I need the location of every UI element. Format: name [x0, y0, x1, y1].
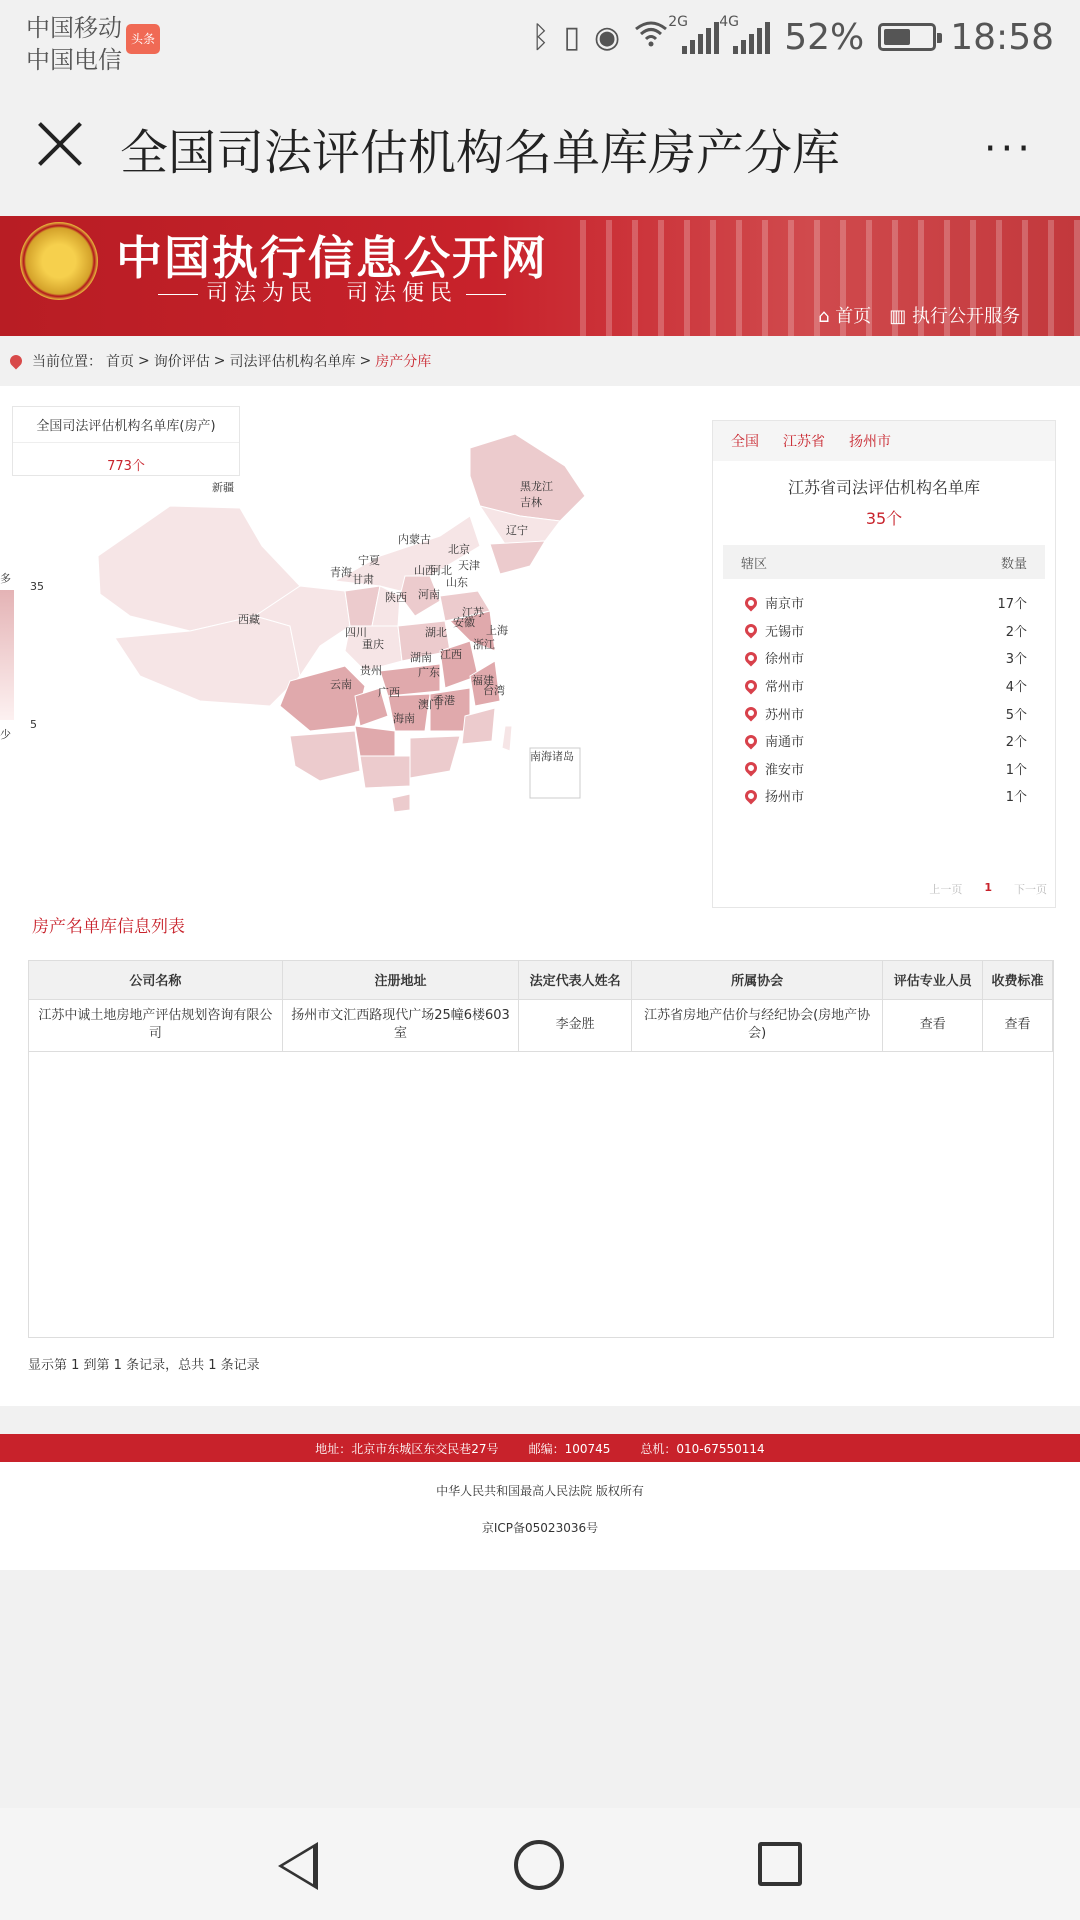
footer-address: 地址：北京市东城区东交民巷27号 [315, 1441, 499, 1456]
tab-city[interactable]: 扬州市 [849, 434, 891, 450]
th-company: 公司名称 [29, 961, 282, 999]
th-fee: 收费标准 [983, 961, 1053, 999]
panel-pager [929, 881, 1047, 897]
eye-icon: ◉ [594, 19, 621, 55]
title-bar [0, 78, 1080, 216]
map-region-label: 福建 [472, 674, 494, 687]
map-region-label: 青海 [330, 566, 352, 579]
footer-bar [0, 1434, 1080, 1462]
map-region-label: 贵州 [360, 664, 382, 677]
signal-2g-icon: 2G [682, 20, 719, 54]
province-panel [712, 420, 1056, 908]
map-region-label: 浙江 [473, 638, 495, 651]
map-region[interactable] [392, 794, 410, 812]
battery-icon [878, 23, 936, 51]
map-region-label: 山东 [446, 576, 468, 589]
city-count: 2个 [1005, 735, 1027, 751]
city-count: 1个 [1005, 762, 1027, 778]
city-count: 4个 [1005, 680, 1027, 696]
breadcrumb-home[interactable]: 首页 [106, 354, 134, 370]
clock: 18:58 [950, 16, 1054, 58]
map-region-label: 澳门 [418, 698, 440, 711]
location-pin-icon [743, 705, 760, 722]
map-region-label: 新疆 [212, 481, 234, 494]
col-area: 辖区 [741, 556, 768, 572]
site-title: 中国执行信息公开网 [116, 231, 548, 285]
view-fee-link[interactable]: 查看 [983, 999, 1053, 1051]
map-region-label: 天津 [458, 559, 480, 572]
wifi-icon [634, 19, 668, 55]
map-region-label: 江苏 [462, 606, 484, 619]
th-staff: 评估专业人员 [883, 961, 983, 999]
map-region-label: 江西 [440, 648, 462, 661]
map-region-label: 吉林 [520, 496, 542, 509]
map-region-label: 黑龙江 [520, 480, 553, 493]
nav-home-link[interactable]: ⌂ 首页 [818, 306, 872, 327]
city-name: 无锡市 [745, 621, 804, 640]
map-region-label: 甘肃 [352, 573, 374, 586]
breadcrumb [0, 336, 1080, 386]
city-count: 1个 [1005, 790, 1027, 806]
battery-percent: 52% [784, 16, 865, 58]
col-count: 数量 [1000, 556, 1027, 572]
vibrate-icon: ▯ [563, 19, 581, 55]
cell-legal-rep: 李金胜 [519, 999, 632, 1051]
record-count: 显示第 1 到第 1 条记录，总共 1 条记录 [28, 1358, 260, 1373]
map-region-label: 重庆 [362, 638, 384, 651]
bluetooth-icon: ᛒ [531, 19, 550, 55]
footer-copyright: 中华人民共和国最高人民法院 版权所有 [436, 1484, 644, 1498]
map-region-label: 北京 [448, 543, 470, 556]
legend-min: 5 [30, 718, 37, 731]
close-icon[interactable] [34, 118, 86, 170]
city-row[interactable] [723, 755, 1045, 783]
breadcrumb-sep: > [359, 353, 372, 369]
map-region-label: 湖南 [410, 651, 432, 664]
china-map-svg[interactable] [0, 426, 620, 826]
main-content [0, 386, 1080, 1406]
th-legal-rep: 法定代表人姓名 [519, 961, 632, 999]
map-region-label: 西藏 [238, 613, 260, 626]
map-region-label: 台湾 [483, 684, 505, 697]
region-tabs [713, 421, 1055, 461]
view-staff-link[interactable]: 查看 [883, 999, 983, 1051]
city-row[interactable] [723, 644, 1045, 672]
recent-apps-icon[interactable] [758, 1842, 802, 1886]
location-pin-icon [743, 649, 760, 666]
more-menu-icon[interactable]: ··· [983, 126, 1034, 172]
location-pin-icon [743, 760, 760, 777]
map-region[interactable] [360, 756, 410, 788]
carrier-1: 中国移动 [26, 14, 122, 42]
map-region-label: 湖北 [425, 626, 447, 639]
location-pin-icon [743, 622, 760, 639]
signal-4g-icon: 4G [733, 20, 770, 54]
city-name: 南京市 [745, 593, 804, 612]
legend-max: 35 [30, 580, 44, 593]
cell-association: 江苏省房地产估价与经纪协会(房地产协会) [631, 999, 882, 1051]
status-bar [0, 0, 1080, 78]
city-row[interactable] [723, 617, 1045, 645]
breadcrumb-valuation[interactable]: 询价评估 [153, 354, 210, 370]
map-region[interactable] [355, 726, 395, 756]
page-title: 全国司法评估机构名单库房产分库 [120, 125, 841, 181]
panel-header [723, 545, 1045, 579]
table-row [29, 999, 1053, 1051]
footer-icp[interactable]: 京ICP备05023036号 [481, 1521, 599, 1535]
location-pin-icon [8, 353, 25, 370]
map-region-label: 香港 [433, 694, 455, 707]
map-region[interactable] [115, 616, 300, 706]
back-icon[interactable] [278, 1842, 318, 1890]
site-banner [0, 216, 1080, 336]
map-region-label: 陕西 [385, 591, 407, 604]
map-region[interactable] [290, 731, 360, 781]
nav-service-link[interactable]: ▥ 执行公开服务 [889, 306, 1020, 327]
city-count: 2个 [1005, 624, 1027, 640]
map-region[interactable] [410, 736, 460, 778]
map-region-label: 云南 [330, 678, 352, 691]
map-region-label: 辽宁 [506, 524, 528, 537]
pager-page[interactable]: 1 [984, 881, 992, 894]
map-region-label: 四川 [345, 626, 367, 639]
system-nav-bar [0, 1808, 1080, 1920]
tab-national[interactable]: 全国 [731, 434, 759, 450]
map-region-label: 宁夏 [358, 554, 380, 567]
map-region-label: 广西 [378, 686, 400, 699]
city-row[interactable] [723, 589, 1045, 617]
map-region-label: 山西 [414, 564, 436, 577]
toutiao-icon: 头条 [126, 24, 160, 54]
cell-company: 江苏中诚土地房地产评估规划咨询有限公司 [29, 999, 282, 1051]
city-count: 3个 [1005, 652, 1027, 668]
map-region[interactable] [490, 541, 545, 574]
pager-prev[interactable]: 上一页 [929, 883, 963, 896]
th-address: 注册地址 [282, 961, 518, 999]
site-slogan: 司法为民 司法便民 [150, 276, 514, 307]
legend-gradient [0, 590, 14, 720]
map-region-label: 安徽 [453, 616, 475, 629]
map-region-label: 内蒙古 [398, 533, 431, 546]
home-icon[interactable] [514, 1840, 564, 1890]
breadcrumb-label: 当前位置： [32, 354, 102, 370]
breadcrumb-sep: > [213, 353, 226, 369]
footer [0, 1462, 1080, 1570]
china-map[interactable]: 新疆 西藏 青海 甘肃 宁夏 内蒙古 黑龙江 吉林 辽宁 北京 天津 河北 山西 山东 陕西 河南 四川 重庆 湖北 安徽 江苏 上海 浙江 湖南 江西 贵州 云南 广西 广东 福建 台湾 香港 澳门 海南 南海诸岛 多 35 5 少 [0, 426, 620, 826]
map-region-label: 上海 [486, 624, 508, 637]
city-list [723, 589, 1045, 810]
city-row[interactable] [723, 672, 1045, 700]
th-association: 所属协会 [631, 961, 882, 999]
location-pin-icon [743, 594, 760, 611]
tab-province[interactable]: 江苏省 [783, 434, 825, 450]
cell-address: 扬州市文汇西路现代广场25幢6楼603室 [282, 999, 518, 1051]
footer-postcode: 邮编：100745 [528, 1441, 611, 1456]
company-table [28, 960, 1054, 1338]
city-row[interactable] [723, 782, 1045, 810]
city-name: 苏州市 [745, 704, 804, 723]
map-regions[interactable] [98, 434, 585, 812]
map-region-label: 海南 [393, 712, 415, 725]
breadcrumb-current: 房产分库 [375, 354, 432, 370]
panel-count: 35个 [865, 509, 903, 528]
map-region-label: 广东 [418, 666, 440, 679]
city-row[interactable] [723, 727, 1045, 755]
location-pin-icon [743, 787, 760, 804]
city-name: 常州市 [745, 676, 804, 695]
city-name: 扬州市 [745, 786, 804, 805]
national-total-value: 773个 [13, 442, 239, 474]
national-total-label: 全国司法评估机构名单库(房产) [36, 419, 216, 434]
pager-next[interactable]: 下一页 [1014, 883, 1047, 896]
carrier-2: 中国电信 [26, 46, 122, 74]
panel-title: 江苏省司法评估机构名单库 [787, 478, 980, 497]
map-region[interactable] [502, 726, 512, 751]
location-pin-icon [743, 677, 760, 694]
banner-nav [818, 302, 1020, 328]
city-count: 5个 [1005, 707, 1027, 723]
city-name: 淮安市 [745, 759, 804, 778]
table-header [29, 961, 1053, 999]
map-region-label: 河南 [418, 588, 440, 601]
court-emblem-logo [20, 222, 98, 300]
status-icons [532, 14, 1054, 60]
location-pin-icon [743, 732, 760, 749]
breadcrumb-sep: > [138, 353, 150, 369]
city-name: 徐州市 [745, 648, 804, 667]
city-name: 南通市 [745, 731, 804, 750]
city-count: 17个 [997, 597, 1027, 613]
list-title: 房产名单库信息列表 [32, 917, 185, 937]
breadcrumb-list[interactable]: 司法评估机构名单库 [229, 354, 356, 370]
legend-less: 少 [0, 728, 11, 741]
city-row[interactable] [723, 699, 1045, 727]
map-region-label: 河北 [430, 564, 452, 577]
footer-phone: 总机：010-67550114 [640, 1441, 765, 1456]
map-region-label: 南海诸岛 [530, 750, 574, 763]
